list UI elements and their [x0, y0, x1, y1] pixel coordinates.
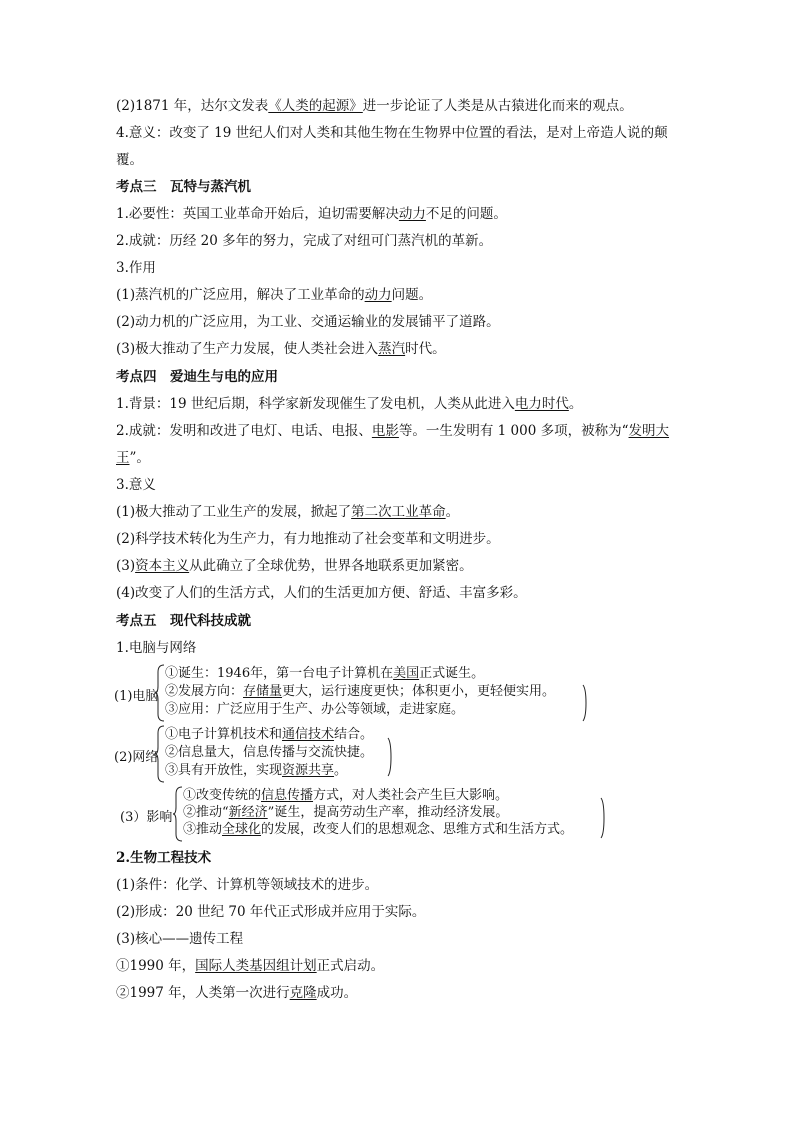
- section-heading: 2.生物工程技术: [116, 850, 212, 866]
- brace-item: [165, 665, 484, 682]
- text: (3): [116, 558, 136, 574]
- text-line: 4.意义：改变了 19 世纪人们对人类和其他生物在生物界中位置的看法，是对上帝造人说的颠: [116, 125, 668, 141]
- brace-label: (1)电脑: [114, 689, 159, 704]
- underlined-term: 资本主义: [135, 558, 190, 574]
- underlined-term: 《人类的起源》: [268, 98, 363, 114]
- text: 正式诞生。: [419, 666, 485, 681]
- brace-item: [183, 804, 508, 821]
- left-brace-icon: [173, 786, 183, 842]
- section-heading: 考点五 现代科技成就: [116, 613, 251, 629]
- text-line: [116, 340, 446, 358]
- underlined-term: 王: [116, 450, 130, 466]
- underlined-term: 动力: [398, 206, 426, 222]
- underlined-term: 电力时代: [514, 396, 569, 412]
- text: 等。一生发明有 1 000 多项，被称为“: [398, 423, 629, 439]
- text-line: [116, 97, 633, 115]
- text: ①改变传统的: [183, 788, 262, 803]
- text: 1.必要性：英国工业革命开始后，迫切需要解决: [116, 206, 399, 222]
- text: 问题。: [391, 287, 433, 303]
- text-line: 2.成就：历经 20 多年的努力，完成了对纽可门蒸汽机的革新。: [116, 233, 493, 249]
- underlined-term: 全球化: [222, 822, 262, 837]
- text-line: [116, 449, 150, 467]
- underlined-term: 国际人类基因组计划: [195, 958, 317, 974]
- text: ②1997 年，人类第一次进行: [116, 985, 290, 1001]
- text: 。: [334, 763, 348, 778]
- text: ”。: [129, 450, 150, 466]
- text: (2)1871 年，达尔文发表: [116, 98, 269, 114]
- text: ”诞生，提高劳动生产率，推动经济发展。: [267, 805, 509, 820]
- text: ②推动“: [183, 805, 229, 820]
- brace-item: [183, 821, 573, 838]
- text: 2.成就：发明和改进了电灯、电话、电报、: [116, 423, 372, 439]
- text-line: [116, 957, 384, 975]
- text-line: 3.意义: [116, 477, 156, 493]
- text: 1.背景：19 世纪后期，科学家新发现催生了发电机，人类从此进入: [116, 396, 515, 412]
- text: ③具有开放性，实现: [165, 763, 283, 778]
- text: 结合。: [334, 727, 374, 742]
- text: 方式，对人类社会产生巨大影响。: [313, 788, 509, 803]
- text-line: [116, 395, 582, 413]
- underlined-term: 新经济: [228, 805, 268, 820]
- underlined-term: 通信技术: [282, 727, 335, 742]
- text-line: (3)核心——遗传工程: [116, 931, 244, 947]
- text-line: [116, 286, 432, 304]
- underlined-term: 存储量: [243, 684, 283, 699]
- underlined-term: 动力: [364, 287, 392, 303]
- text: ①电子计算机技术和: [165, 727, 283, 742]
- text: ①诞生：1946年，第一台电子计算机在: [165, 666, 394, 681]
- underlined-term: 资源共享: [282, 763, 335, 778]
- section-heading: 考点四 爱迪生与电的应用: [116, 369, 278, 385]
- text-line: [116, 422, 669, 440]
- underlined-term: 美国: [393, 666, 420, 681]
- text: ①1990 年，: [116, 958, 196, 974]
- text: 更大，运行速度更快；体积更小，更轻便实用。: [282, 684, 556, 699]
- brace-item: ③应用：广泛应用于生产、办公等领域，走进家庭。: [165, 702, 465, 717]
- text: 不足的问题。: [425, 206, 507, 222]
- brace-item: ②信息量大，信息传播与交流快捷。: [165, 745, 374, 760]
- text: 从此确立了全球优势，世界各地联系更加紧密。: [189, 558, 473, 574]
- text-line: 覆。: [116, 152, 143, 168]
- text-line: (4)改变了人们的生活方式，人们的生活更加方便、舒适、丰富多彩。: [116, 585, 527, 601]
- underlined-term: 信息传播: [261, 788, 314, 803]
- text: 时代。: [405, 341, 446, 357]
- text-line: [116, 984, 357, 1002]
- underlined-term: 蒸汽: [378, 341, 406, 357]
- text-line: [116, 503, 459, 521]
- underlined-term: 电影: [371, 423, 399, 439]
- left-brace-icon: [155, 664, 165, 722]
- text: ③推动: [183, 822, 223, 837]
- text: (1)极大推动了工业生产的发展，掀起了: [116, 504, 352, 520]
- right-brace-icon: [580, 684, 590, 722]
- brace-item: [165, 762, 347, 779]
- right-brace-icon: [598, 797, 608, 839]
- left-brace-icon: [155, 725, 165, 783]
- underlined-term: 克隆: [289, 985, 317, 1001]
- section-heading: 考点三 瓦特与蒸汽机: [116, 179, 251, 195]
- text: (1)蒸汽机的广泛应用，解决了工业革命的: [116, 287, 365, 303]
- text-line: [116, 557, 473, 575]
- text-line: (2)科学技术转化为生产力，有力地推动了社会变革和文明进步。: [116, 531, 500, 547]
- brace-label: (2)网络: [114, 750, 159, 765]
- brace-label: (3）影响: [120, 810, 173, 825]
- brace-item: [165, 683, 555, 700]
- text-line: (1)条件：化学、计算机等领域技术的进步。: [116, 877, 379, 893]
- text: 进一步论证了人类是从古猿进化而来的观点。: [362, 98, 633, 114]
- text: 的发展，改变人们的思想观念、思维方式和生活方式。: [261, 822, 574, 837]
- text: (3)极大推动了生产力发展，使人类社会进入: [116, 341, 379, 357]
- text-line: 3.作用: [116, 260, 156, 276]
- text: ②发展方向：: [165, 684, 244, 699]
- text-line: [116, 205, 507, 223]
- underlined-term: 第二次工业革命: [351, 504, 446, 520]
- text: 。: [568, 396, 583, 412]
- text-line: (2)动力机的广泛应用，为工业、交通运输业的发展铺平了道路。: [116, 314, 500, 330]
- brace-item: [165, 726, 373, 743]
- text-line: (2)形成：20 世纪 70 年代正式形成并应用于实际。: [116, 904, 426, 920]
- text: 成功。: [316, 985, 358, 1001]
- text: 正式启动。: [316, 958, 385, 974]
- right-brace-icon: [385, 737, 395, 777]
- text: 。: [445, 504, 460, 520]
- brace-item: [183, 787, 508, 804]
- text-line: 1.电脑与网络: [116, 640, 197, 656]
- underlined-term: 发明大: [628, 423, 670, 439]
